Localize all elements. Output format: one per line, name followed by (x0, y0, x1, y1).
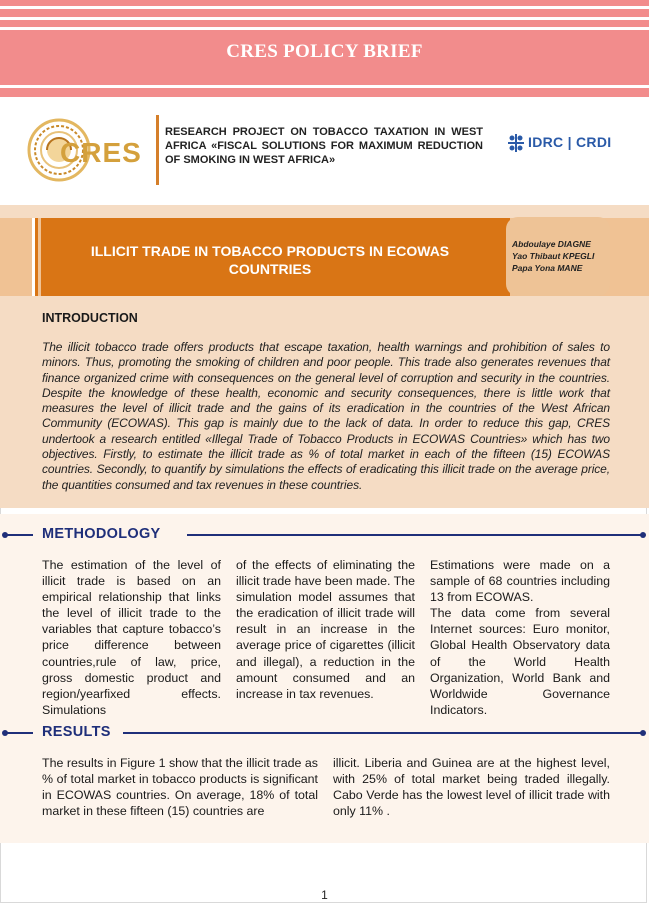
results-heading: RESULTS (42, 724, 111, 740)
methodology-heading: METHODOLOGY (42, 526, 161, 542)
methodology-paragraph: The data come from several Internet sources: Euro monitor, Global Health Observatory data of the World Health Organization, World Bank and Worldwide Governance Indicators. (430, 606, 610, 717)
section-rule (6, 732, 33, 734)
brief-topic-title: ILLICIT TRADE IN TOBACCO PRODUCTS IN ECOWAS COUNTRIES (90, 243, 450, 277)
section-rule (6, 534, 33, 536)
section-rule (187, 534, 643, 536)
results-column-2: illicit. Liberia and Guinea are at the highest level, with 25% of total market being traded illegally. Cabo Verde has the lowest level of illicit trade with only 11% . (333, 756, 610, 819)
policy-brief-title: CRES POLICY BRIEF (226, 41, 423, 62)
cres-logo-text: CRES (60, 137, 142, 168)
banner-stripe (0, 6, 649, 9)
introduction-body: The illicit tobacco trade offers products that escape taxation, health warnings and prohibition of sales to minors. Thus, promoting the smoking of children and poor people. This trade also generates revenues that finance organized crime with consequences on the general level of corruption and security in the countries. Despite the knowledge of these health, economic and security consequences, there is little work that measures the level of illicit trade and the gains of its eradication in the countries of the West African Community (ECOWAS). This gap is mainly due to the lack of data. In order to reduce this gap, CRES undertook a research entitled «Illegal Trade of Tobacco Products in ECOWAS Countries» which has two objectives. Firstly, to estimate the illicit trade as % of total market in each of the fifteen (15) ECOWAS countries. Secondly, to quantify by simulations the effects of eradicating this illicit trade on the average price, the quantities consumed and tax revenues in these countries. (42, 340, 610, 492)
section-rule-dot (640, 532, 646, 538)
section-rule (123, 732, 643, 734)
methodology-column-1: The estimation of the level of illicit trade is based on an empirical relationship that links the level of illicit trade to the variables that capture tobacco’s price difference between countries,rule of law, price, gross domestic product and region/yearfixed effects. Simulations (42, 558, 221, 717)
methodology-paragraph: Estimations were made on a sample of 68 countries including 13 from ECOWAS. (430, 558, 610, 605)
results-column-1: The results in Figure 1 show that the illicit trade as % of total market in tobacco products is significant in ECOWAS countries. On average, 18% of total market in these fifteen (15) countries are (42, 756, 318, 819)
banner-stripe (0, 27, 649, 30)
author-name: Papa Yona MANE (512, 263, 583, 273)
accent-bar (156, 115, 159, 185)
page-number: 1 (321, 888, 328, 902)
section-rule-dot (640, 730, 646, 736)
methodology-column-3 (430, 557, 610, 718)
banner-stripe (0, 17, 649, 20)
banner-stripe (0, 85, 649, 88)
idrc-logo-text: IDRC | CRDI (528, 134, 612, 150)
introduction-heading: INTRODUCTION (42, 311, 138, 325)
author-name: Abdoulaye DIAGNE (512, 239, 591, 249)
methodology-column-2: of the effects of eliminating the illicit trade have been made. The simulation model assumes that the eradication of illicit trade will result in an increase in the average price of cigarettes (illicit and illegal), a reduction in the amount consumed and an increase in tax revenues. (236, 558, 415, 701)
author-name: Yao Thibaut KPEGLI (512, 251, 595, 261)
project-title: RESEARCH PROJECT ON TOBACCO TAXATION IN WEST AFRICA «FISCAL SOLUTIONS FOR MAXIMUM REDUCTION OF SMOKING IN WEST AFRICA» (165, 126, 483, 166)
header (0, 97, 649, 205)
